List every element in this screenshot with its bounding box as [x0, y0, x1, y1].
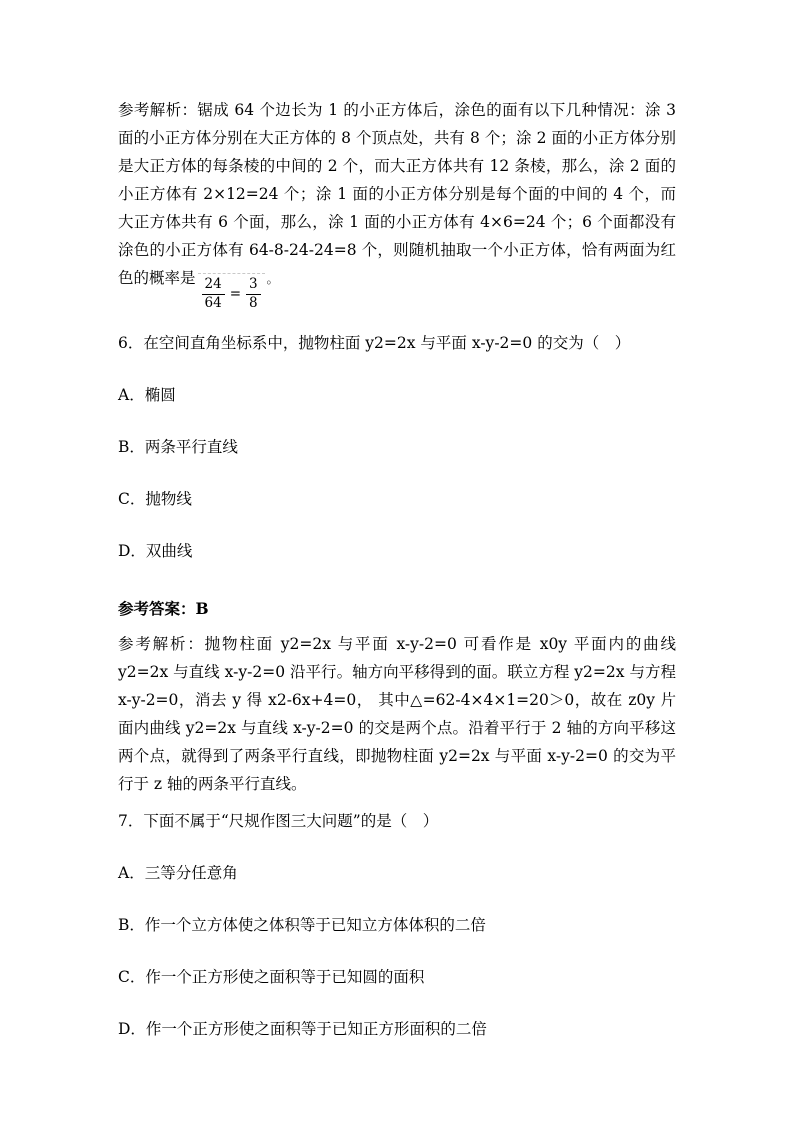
q6-answer-label: 参考答案：: [118, 599, 196, 619]
q6-reference-answer: [118, 595, 676, 623]
q5-analysis-text: 锯成 64 个边长为 1 的小正方体后，涂色的面有以下几种情况：涂 3 面的小正方体分别在大正方体的 8 个顶点处，共有 8 个；涂 2 面的小正方体分别是大正方体的每条棱的中间的 2 个，而大正方体共有 12 条棱，那么，涂 2 面的小正方体有 2×12=24 个；涂 1 面的小正方体分别是每个面的中间的 4 个，而大正方体共有 6 个面，那么，涂 1 面的小正方体有 4×6=24 个；6 个面都没有涂色的小正方体有 64-8-24-24=8 个，则随机抽取一个小正方体，恰有两面为红色的概率是: [118, 101, 676, 287]
q6-analysis-text: 抛物柱面 y2=2x 与平面 x-y-2=0 可看作是 x0y 平面内的曲线 y2=2x 与直线 x-y-2=0 沿平行。轴方向平移得到的面。联立方程 y2=2x 与方程 x-y-2=0，消去 y 得 x2-6x+4=0， 其中△=62-4×4×1=20＞0，故在 z0y 片面内曲线 y2=2x 与直线 x-y-2=0 的交是两个点。沿着平行于 2 轴的方向平移这两个点，就得到了两条平行直线，即抛物柱面 y2=2x 与平面 x-y-2=0 的交为平行于 z 轴的两条平行直线。: [118, 635, 676, 794]
fraction-24-64: [202, 277, 225, 311]
q5-analysis-paragraph: [118, 96, 676, 311]
fraction-3-8: [246, 277, 261, 311]
q5-analysis-label: 参考解析：: [118, 101, 198, 119]
probability-equation: [198, 273, 265, 311]
q7-option-a: A．三等分任意角: [118, 864, 238, 883]
q6-option-a: A．椭圆: [118, 386, 176, 405]
sentence-period: 。: [266, 272, 279, 286]
fraction-numerator: 3: [246, 277, 261, 295]
question-7: 7．下面不属于“尺规作图三大问题”的是（ ）: [118, 812, 439, 831]
q6-analysis-label: 参考解析：: [118, 635, 205, 654]
q6-option-c: C．抛物线: [118, 490, 192, 509]
q7-option-d: D．作一个正方形使之面积等于已知正方形面积的二倍: [118, 1020, 487, 1039]
q7-option-c: C．作一个正方形使之面积等于已知圆的面积: [118, 968, 425, 987]
q6-analysis-paragraph: [118, 630, 676, 798]
q6-option-b: B．两条平行直线: [118, 438, 238, 457]
q7-option-b: B．作一个立方体使之体积等于已知立方体体积的二倍: [118, 916, 486, 935]
fraction-numerator: 24: [202, 277, 225, 295]
q6-answer-value: B: [195, 599, 209, 619]
equals-sign: =: [229, 286, 242, 302]
q6-option-d: D．双曲线: [118, 542, 193, 561]
fraction-denominator: 8: [249, 294, 258, 311]
fraction-denominator: 64: [204, 294, 222, 311]
question-6: 6．在空间直角坐标系中，抛物柱面 y2=2x 与平面 x-y-2=0 的交为（ ）: [118, 334, 631, 353]
